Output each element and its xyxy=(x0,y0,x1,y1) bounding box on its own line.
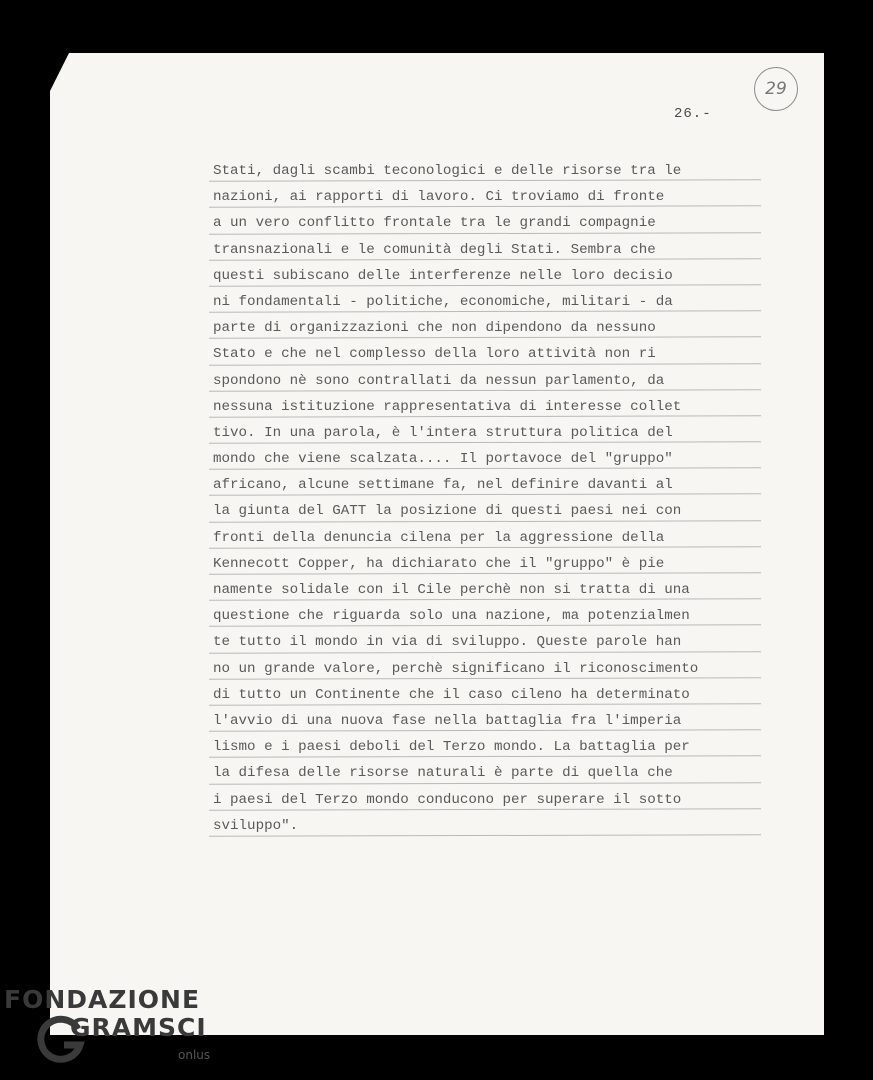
pencil-underline xyxy=(209,625,761,627)
text-line-content: sviluppo". xyxy=(213,817,299,834)
text-line-content: Stati, dagli scambi teconologici e delle risorse tra le xyxy=(213,163,682,179)
text-line xyxy=(213,577,753,603)
text-line xyxy=(213,184,753,210)
text-line-content: i paesi del Terzo mondo conducono per superare il sotto xyxy=(213,791,682,808)
text-line-content: namente solidale con il Cile perchè non si tratta di una xyxy=(213,582,690,598)
pencil-underline xyxy=(209,651,761,653)
text-line xyxy=(213,394,753,420)
text-line xyxy=(213,603,753,629)
page-number: 26.- xyxy=(674,106,712,122)
text-line-content: te tutto il mondo in via di sviluppo. Queste parole han xyxy=(213,634,682,651)
pencil-underline xyxy=(209,729,761,731)
text-line xyxy=(213,420,753,446)
text-line xyxy=(213,263,753,289)
pencil-underline xyxy=(209,310,761,312)
pencil-underline xyxy=(209,782,761,784)
archive-stamp xyxy=(754,67,798,111)
text-line xyxy=(213,446,753,472)
text-line xyxy=(213,656,753,682)
text-line-content: Kennecott Copper, ha dichiarato che il "gruppo" è pie xyxy=(213,555,665,572)
watermark-logo xyxy=(0,985,260,1080)
text-line xyxy=(213,368,753,394)
text-line-content: ni fondamentali - politiche, economiche, militari - da xyxy=(213,293,673,310)
pencil-underline xyxy=(209,363,761,365)
text-line xyxy=(213,813,753,839)
pencil-underline xyxy=(209,206,761,208)
pencil-underline xyxy=(209,415,761,417)
text-line xyxy=(213,734,753,760)
watermark-suffix: onlus xyxy=(178,1048,211,1062)
pencil-underline xyxy=(209,546,761,548)
text-line-content: fronti della denuncia cilena per la aggressione della xyxy=(213,529,665,546)
text-line-content: nessuna istituzione rappresentativa di interesse collet xyxy=(213,398,682,415)
text-line xyxy=(213,237,753,263)
pencil-underline xyxy=(209,572,761,574)
pencil-underline xyxy=(209,468,761,470)
pencil-underline xyxy=(209,179,761,181)
text-line-content: la difesa delle risorse naturali è parte di quella che xyxy=(213,765,673,782)
pencil-underline xyxy=(209,677,761,679)
pencil-underline xyxy=(209,808,761,810)
pencil-underline xyxy=(209,494,761,496)
text-line xyxy=(213,315,753,341)
pencil-underline xyxy=(209,441,761,443)
text-line-content: nazioni, ai rapporti di lavoro. Ci troviamo di fronte xyxy=(213,189,665,206)
text-line xyxy=(213,551,753,577)
text-line-content: Stato e che nel complesso della loro attività non ri xyxy=(213,346,656,363)
text-line-content: lismo e i paesi deboli del Terzo mondo. La battaglia per xyxy=(213,739,690,756)
archive-number: 29 xyxy=(765,79,787,99)
watermark-line2: GRAMSCI xyxy=(70,1013,207,1042)
text-line xyxy=(213,472,753,498)
typewritten-text xyxy=(213,158,753,839)
text-line xyxy=(213,682,753,708)
pencil-underline xyxy=(209,520,761,522)
text-line xyxy=(213,289,753,315)
text-line xyxy=(213,629,753,655)
text-line-content: di tutto un Continente che il caso cileno ha determinato xyxy=(213,686,690,703)
text-line xyxy=(213,760,753,786)
text-line-content: tivo. In una parola, è l'intera struttura politica del xyxy=(213,424,673,441)
watermark-line1: FONDAZIONE xyxy=(4,985,201,1014)
text-line-content: africano, alcune settimane fa, nel definire davanti al xyxy=(213,477,673,494)
text-line xyxy=(213,708,753,734)
pencil-underline xyxy=(209,232,761,234)
pencil-underline xyxy=(209,703,761,705)
pencil-underline xyxy=(209,598,761,600)
text-line-content: parte di organizzazioni che non dipendono da nessuno xyxy=(213,320,656,337)
pencil-underline xyxy=(209,284,761,286)
text-line xyxy=(213,525,753,551)
pencil-underline xyxy=(209,834,761,836)
pencil-underline xyxy=(209,756,761,758)
text-line xyxy=(213,787,753,813)
text-line-content: questione che riguarda solo una nazione, ma potenzialmen xyxy=(213,608,690,625)
text-line-content: no un grande valore, perchè significano il riconoscimento xyxy=(213,660,699,677)
text-line xyxy=(213,341,753,367)
text-line-content: spondono nè sono contrallati da nessun parlamento, da xyxy=(213,372,665,389)
pencil-underline xyxy=(209,337,761,339)
text-line-content: mondo che viene scalzata.... Il portavoce del "gruppo" xyxy=(213,451,673,468)
text-line-content: questi subiscano delle interferenze nelle loro decisio xyxy=(213,267,673,284)
pencil-underline xyxy=(209,258,761,260)
text-line-content: la giunta del GATT la posizione di questi paesi nei con xyxy=(213,503,682,520)
text-line xyxy=(213,498,753,524)
text-line-content: transnazionali e le comunità degli Stati. Sembra che xyxy=(213,241,656,258)
text-line xyxy=(213,158,753,184)
text-line-content: a un vero conflitto frontale tra le grandi compagnie xyxy=(213,215,656,232)
text-line-content: l'avvio di una nuova fase nella battaglia fra l'imperia xyxy=(213,712,682,729)
pencil-underline xyxy=(209,389,761,391)
text-line xyxy=(213,210,753,236)
